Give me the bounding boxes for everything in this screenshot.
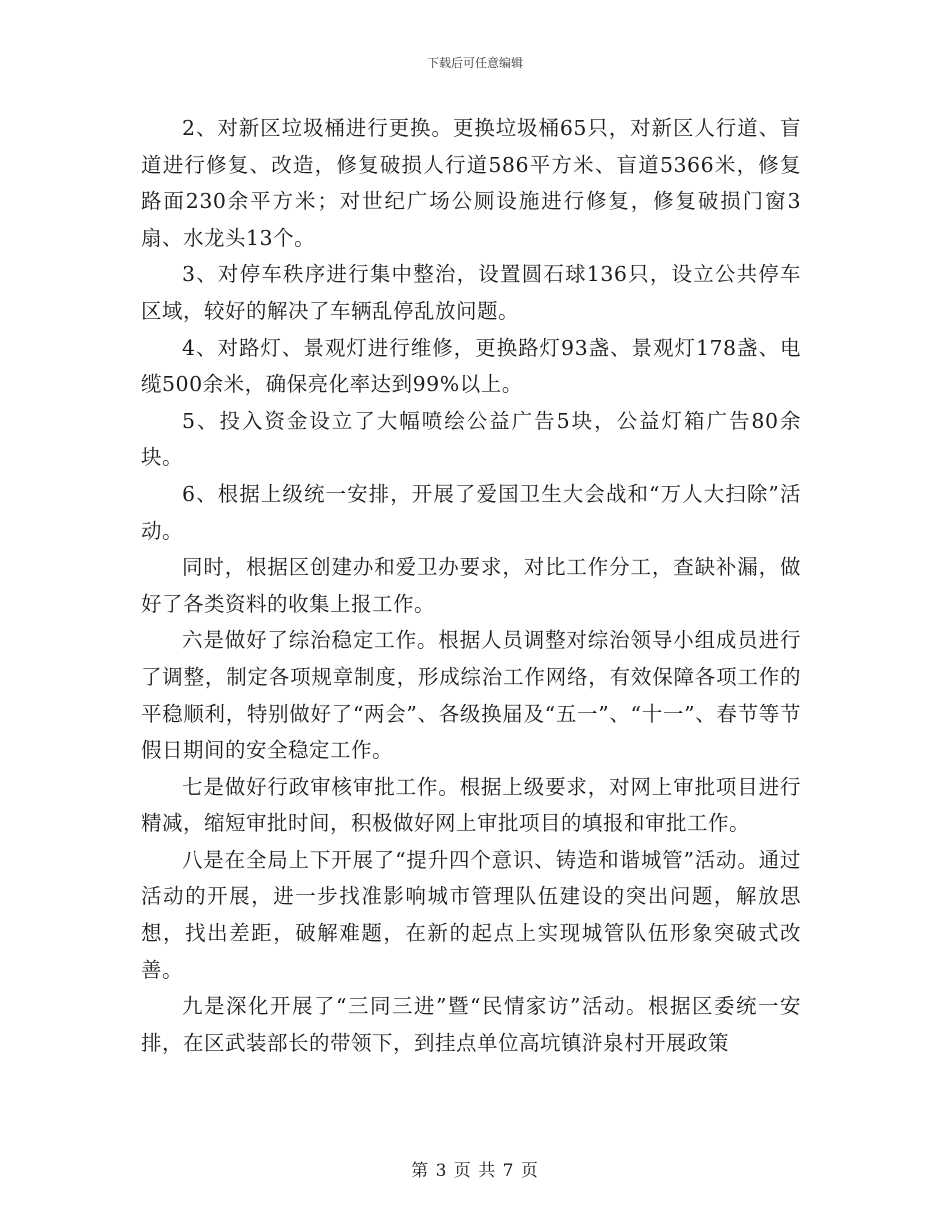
paragraph-item-5: 5、投入资金设立了大幅喷绘公益广告5块，公益灯箱广告80余块。 — [141, 408, 801, 470]
paragraph-section-six: 六是做好了综治稳定工作。根据人员调整对综治领导小组成员进行了调整，制定各项规章制度，形成综治工作网络，有效保障各项工作的平稳顺利，特别做好了“两会”、各级换届及“五一”、“十一”、春节等节假日期间的安全稳定工作。 — [141, 628, 801, 763]
paragraph-section-eight: 八是在全局上下开展了“提升四个意识、铸造和谐城管”活动。通过活动的开展，进一步找准影响城市管理队伍建设的突出问题，解放思想，找出差距，破解难题，在新的起点上实现城管队伍形象突破式改善。 — [141, 847, 801, 982]
paragraph-meanwhile: 同时，根据区创建办和爱卫办要求，对比工作分工，查缺补漏，做好了各类资料的收集上报工作。 — [141, 555, 801, 616]
page-header-note: 下载后可任意编辑 — [426, 56, 523, 70]
paragraph-item-6: 6、根据上级统一安排，开展了爱国卫生大会战和“万人大扫除”活动。 — [141, 481, 801, 543]
paragraph-item-3: 3、对停车秩序进行集中整治，设置圆石球136只，设立公共停车区域，较好的解决了车辆乱停乱放问题。 — [141, 262, 801, 323]
paragraph-section-nine: 九是深化开展了“三同三进”暨“民情家访”活动。根据区委统一安排，在区武装部长的带领下，到挂点单位高坑镇浒泉村开展政策 — [141, 994, 801, 1055]
paragraph-item-4: 4、对路灯、景观灯进行维修，更换路灯93盏、景观灯178盏、电缆500余米，确保亮化率达到99%以上。 — [141, 335, 801, 397]
page-number-footer: 第 3 页 共 7 页 — [411, 1161, 539, 1181]
paragraph-section-seven: 七是做好行政审核审批工作。根据上级要求，对网上审批项目进行精减，缩短审批时间，积极做好网上审批项目的填报和审批工作。 — [141, 774, 801, 836]
paragraph-item-2: 2、对新区垃圾桶进行更换。更换垃圾桶65只，对新区人行道、盲道进行修复、改造，修复破损人行道586平方米、盲道5366米，修复路面230余平方米；对世纪广场公厕设施进行修复，修复破损门窗3扇、水龙头13个。 — [141, 116, 801, 250]
document-body — [141, 110, 801, 1061]
